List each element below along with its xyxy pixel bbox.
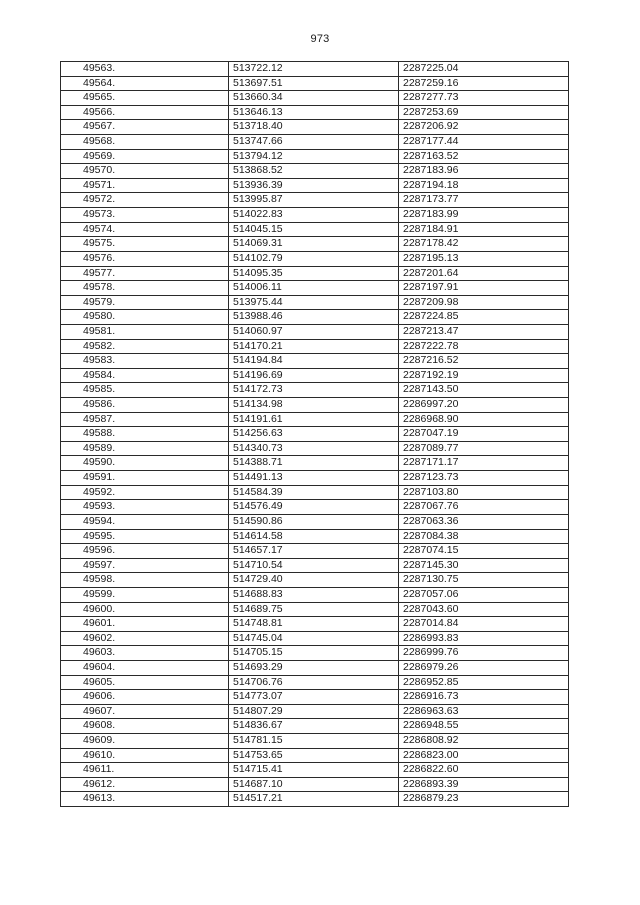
x-coordinate-cell: 514194.84 — [229, 354, 399, 369]
table-row — [61, 792, 569, 807]
table-row — [61, 500, 569, 515]
table-row — [61, 120, 569, 135]
x-coordinate-cell: 514060.97 — [229, 324, 399, 339]
table-row — [61, 62, 569, 77]
point-number-cell: 49603. — [61, 646, 229, 661]
y-coordinate-cell: 2287192.19 — [399, 368, 569, 383]
x-coordinate-cell: 513747.66 — [229, 135, 399, 150]
point-number-cell: 49580. — [61, 310, 229, 325]
point-number-cell: 49598. — [61, 573, 229, 588]
point-number-cell: 49595. — [61, 529, 229, 544]
y-coordinate-cell: 2287130.75 — [399, 573, 569, 588]
table-row — [61, 748, 569, 763]
x-coordinate-cell: 514745.04 — [229, 631, 399, 646]
y-coordinate-cell: 2286999.76 — [399, 646, 569, 661]
point-number-cell: 49567. — [61, 120, 229, 135]
x-coordinate-cell: 514191.61 — [229, 412, 399, 427]
coordinate-table-body — [61, 62, 569, 807]
x-coordinate-cell: 514006.11 — [229, 281, 399, 296]
point-number-cell: 49573. — [61, 208, 229, 223]
point-number-cell: 49600. — [61, 602, 229, 617]
point-number-cell: 49583. — [61, 354, 229, 369]
y-coordinate-cell: 2287197.91 — [399, 281, 569, 296]
x-coordinate-cell: 514584.39 — [229, 485, 399, 500]
x-coordinate-cell: 514069.31 — [229, 237, 399, 252]
x-coordinate-cell: 514710.54 — [229, 558, 399, 573]
table-row — [61, 602, 569, 617]
point-number-cell: 49611. — [61, 763, 229, 778]
point-number-cell: 49572. — [61, 193, 229, 208]
y-coordinate-cell: 2286979.26 — [399, 660, 569, 675]
x-coordinate-cell: 513975.44 — [229, 295, 399, 310]
table-row — [61, 222, 569, 237]
table-row — [61, 777, 569, 792]
point-number-cell: 49585. — [61, 383, 229, 398]
table-row — [61, 412, 569, 427]
point-number-cell: 49586. — [61, 398, 229, 413]
x-coordinate-cell: 514614.58 — [229, 529, 399, 544]
point-number-cell: 49569. — [61, 149, 229, 164]
x-coordinate-cell: 514134.98 — [229, 398, 399, 413]
point-number-cell: 49599. — [61, 587, 229, 602]
point-number-cell: 49592. — [61, 485, 229, 500]
y-coordinate-cell: 2286963.63 — [399, 704, 569, 719]
x-coordinate-cell: 514729.40 — [229, 573, 399, 588]
page-number: 973 — [310, 33, 330, 45]
y-coordinate-cell: 2287173.77 — [399, 193, 569, 208]
y-coordinate-cell: 2286822.60 — [399, 763, 569, 778]
x-coordinate-cell: 514388.71 — [229, 456, 399, 471]
x-coordinate-cell: 513995.87 — [229, 193, 399, 208]
table-row — [61, 193, 569, 208]
point-number-cell: 49571. — [61, 178, 229, 193]
x-coordinate-cell: 514045.15 — [229, 222, 399, 237]
y-coordinate-cell: 2287225.04 — [399, 62, 569, 77]
point-number-cell: 49605. — [61, 675, 229, 690]
point-number-cell: 49609. — [61, 734, 229, 749]
x-coordinate-cell: 514170.21 — [229, 339, 399, 354]
y-coordinate-cell: 2286948.55 — [399, 719, 569, 734]
table-row — [61, 485, 569, 500]
point-number-cell: 49612. — [61, 777, 229, 792]
x-coordinate-cell: 513718.40 — [229, 120, 399, 135]
point-number-cell: 49602. — [61, 631, 229, 646]
y-coordinate-cell: 2286893.39 — [399, 777, 569, 792]
table-row — [61, 558, 569, 573]
x-coordinate-cell: 513936.39 — [229, 178, 399, 193]
y-coordinate-cell: 2287014.84 — [399, 617, 569, 632]
x-coordinate-cell: 514706.76 — [229, 675, 399, 690]
y-coordinate-cell: 2287253.69 — [399, 105, 569, 120]
x-coordinate-cell: 514773.07 — [229, 690, 399, 705]
table-row — [61, 310, 569, 325]
y-coordinate-cell: 2287103.80 — [399, 485, 569, 500]
table-row — [61, 105, 569, 120]
table-row — [61, 149, 569, 164]
table-row — [61, 719, 569, 734]
y-coordinate-cell: 2287277.73 — [399, 91, 569, 106]
x-coordinate-cell: 514836.67 — [229, 719, 399, 734]
table-row — [61, 251, 569, 266]
x-coordinate-cell: 514689.75 — [229, 602, 399, 617]
y-coordinate-cell: 2287171.17 — [399, 456, 569, 471]
point-number-cell: 49594. — [61, 514, 229, 529]
x-coordinate-cell: 514705.15 — [229, 646, 399, 661]
point-number-cell: 49606. — [61, 690, 229, 705]
y-coordinate-cell: 2287222.78 — [399, 339, 569, 354]
y-coordinate-cell: 2287123.73 — [399, 471, 569, 486]
x-coordinate-cell: 514687.10 — [229, 777, 399, 792]
table-row — [61, 91, 569, 106]
x-coordinate-cell: 514688.83 — [229, 587, 399, 602]
point-number-cell: 49607. — [61, 704, 229, 719]
y-coordinate-cell: 2287074.15 — [399, 544, 569, 559]
x-coordinate-cell: 514657.17 — [229, 544, 399, 559]
y-coordinate-cell: 2287178.42 — [399, 237, 569, 252]
point-number-cell: 49597. — [61, 558, 229, 573]
point-number-cell: 49574. — [61, 222, 229, 237]
point-number-cell: 49589. — [61, 441, 229, 456]
y-coordinate-cell: 2287195.13 — [399, 251, 569, 266]
y-coordinate-cell: 2287184.91 — [399, 222, 569, 237]
y-coordinate-cell: 2287201.64 — [399, 266, 569, 281]
x-coordinate-cell: 513868.52 — [229, 164, 399, 179]
y-coordinate-cell: 2287183.96 — [399, 164, 569, 179]
y-coordinate-cell: 2287047.19 — [399, 427, 569, 442]
y-coordinate-cell: 2286952.85 — [399, 675, 569, 690]
y-coordinate-cell: 2287043.60 — [399, 602, 569, 617]
y-coordinate-cell: 2287063.36 — [399, 514, 569, 529]
point-number-cell: 49563. — [61, 62, 229, 77]
y-coordinate-cell: 2286997.20 — [399, 398, 569, 413]
y-coordinate-cell: 2287143.50 — [399, 383, 569, 398]
point-number-cell: 49587. — [61, 412, 229, 427]
x-coordinate-cell: 514693.29 — [229, 660, 399, 675]
x-coordinate-cell: 513646.13 — [229, 105, 399, 120]
table-row — [61, 281, 569, 296]
x-coordinate-cell: 514172.73 — [229, 383, 399, 398]
point-number-cell: 49565. — [61, 91, 229, 106]
x-coordinate-cell: 513988.46 — [229, 310, 399, 325]
x-coordinate-cell: 514715.41 — [229, 763, 399, 778]
table-row — [61, 295, 569, 310]
table-row — [61, 514, 569, 529]
table-row — [61, 178, 569, 193]
point-number-cell: 49575. — [61, 237, 229, 252]
point-number-cell: 49590. — [61, 456, 229, 471]
y-coordinate-cell: 2286808.92 — [399, 734, 569, 749]
y-coordinate-cell: 2287067.76 — [399, 500, 569, 515]
table-row — [61, 456, 569, 471]
table-row — [61, 441, 569, 456]
point-number-cell: 49588. — [61, 427, 229, 442]
table-row — [61, 354, 569, 369]
table-row — [61, 76, 569, 91]
x-coordinate-cell: 514102.79 — [229, 251, 399, 266]
point-number-cell: 49613. — [61, 792, 229, 807]
x-coordinate-cell: 514576.49 — [229, 500, 399, 515]
y-coordinate-cell: 2287216.52 — [399, 354, 569, 369]
point-number-cell: 49593. — [61, 500, 229, 515]
table-row — [61, 135, 569, 150]
point-number-cell: 49579. — [61, 295, 229, 310]
x-coordinate-cell: 514340.73 — [229, 441, 399, 456]
table-row — [61, 660, 569, 675]
y-coordinate-cell: 2287145.30 — [399, 558, 569, 573]
table-row — [61, 398, 569, 413]
x-coordinate-cell: 514196.69 — [229, 368, 399, 383]
table-row — [61, 587, 569, 602]
point-number-cell: 49584. — [61, 368, 229, 383]
point-number-cell: 49568. — [61, 135, 229, 150]
y-coordinate-cell: 2287183.99 — [399, 208, 569, 223]
point-number-cell: 49604. — [61, 660, 229, 675]
y-coordinate-cell: 2287213.47 — [399, 324, 569, 339]
table-row — [61, 529, 569, 544]
table-row — [61, 704, 569, 719]
point-number-cell: 49581. — [61, 324, 229, 339]
x-coordinate-cell: 513794.12 — [229, 149, 399, 164]
point-number-cell: 49576. — [61, 251, 229, 266]
table-row — [61, 237, 569, 252]
x-coordinate-cell: 513697.51 — [229, 76, 399, 91]
y-coordinate-cell: 2287177.44 — [399, 135, 569, 150]
y-coordinate-cell: 2287084.38 — [399, 529, 569, 544]
point-number-cell: 49564. — [61, 76, 229, 91]
point-number-cell: 49566. — [61, 105, 229, 120]
point-number-cell: 49601. — [61, 617, 229, 632]
table-row — [61, 617, 569, 632]
table-row — [61, 690, 569, 705]
table-row — [61, 646, 569, 661]
table-row — [61, 734, 569, 749]
y-coordinate-cell: 2286823.00 — [399, 748, 569, 763]
x-coordinate-cell: 513660.34 — [229, 91, 399, 106]
table-row — [61, 573, 569, 588]
x-coordinate-cell: 514517.21 — [229, 792, 399, 807]
point-number-cell: 49591. — [61, 471, 229, 486]
table-row — [61, 339, 569, 354]
table-row — [61, 208, 569, 223]
x-coordinate-cell: 514781.15 — [229, 734, 399, 749]
x-coordinate-cell: 514753.65 — [229, 748, 399, 763]
x-coordinate-cell: 514748.81 — [229, 617, 399, 632]
coordinate-table — [60, 61, 569, 807]
y-coordinate-cell: 2287224.85 — [399, 310, 569, 325]
x-coordinate-cell: 513722.12 — [229, 62, 399, 77]
x-coordinate-cell: 514022.83 — [229, 208, 399, 223]
y-coordinate-cell: 2287206.92 — [399, 120, 569, 135]
table-row — [61, 763, 569, 778]
point-number-cell: 49578. — [61, 281, 229, 296]
point-number-cell: 49610. — [61, 748, 229, 763]
table-row — [61, 631, 569, 646]
y-coordinate-cell: 2287057.06 — [399, 587, 569, 602]
y-coordinate-cell: 2287089.77 — [399, 441, 569, 456]
table-row — [61, 164, 569, 179]
x-coordinate-cell: 514095.35 — [229, 266, 399, 281]
point-number-cell: 49582. — [61, 339, 229, 354]
table-row — [61, 324, 569, 339]
point-number-cell: 49577. — [61, 266, 229, 281]
table-row — [61, 544, 569, 559]
y-coordinate-cell: 2286916.73 — [399, 690, 569, 705]
y-coordinate-cell: 2287209.98 — [399, 295, 569, 310]
y-coordinate-cell: 2286993.83 — [399, 631, 569, 646]
y-coordinate-cell: 2286968.90 — [399, 412, 569, 427]
y-coordinate-cell: 2287259.16 — [399, 76, 569, 91]
x-coordinate-cell: 514807.29 — [229, 704, 399, 719]
point-number-cell: 49596. — [61, 544, 229, 559]
table-row — [61, 266, 569, 281]
y-coordinate-cell: 2287163.52 — [399, 149, 569, 164]
y-coordinate-cell: 2287194.18 — [399, 178, 569, 193]
x-coordinate-cell: 514590.86 — [229, 514, 399, 529]
y-coordinate-cell: 2286879.23 — [399, 792, 569, 807]
table-row — [61, 368, 569, 383]
x-coordinate-cell: 514491.13 — [229, 471, 399, 486]
table-row — [61, 675, 569, 690]
table-row — [61, 471, 569, 486]
table-row — [61, 427, 569, 442]
table-row — [61, 383, 569, 398]
point-number-cell: 49570. — [61, 164, 229, 179]
point-number-cell: 49608. — [61, 719, 229, 734]
x-coordinate-cell: 514256.63 — [229, 427, 399, 442]
